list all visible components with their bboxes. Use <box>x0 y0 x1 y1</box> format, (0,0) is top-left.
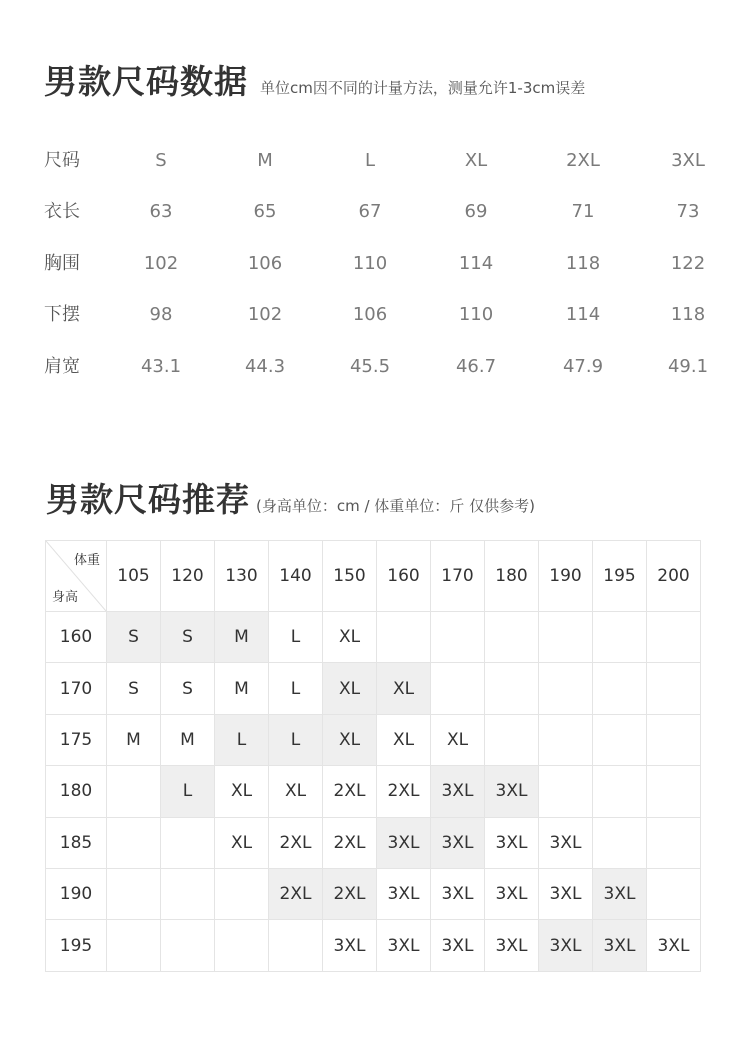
measurement-value: 43.1 <box>140 355 182 377</box>
size-cell <box>161 920 215 971</box>
size-cell <box>215 868 269 919</box>
measurement-value: 49.1 <box>667 355 709 377</box>
size-cell: 3XL <box>539 920 593 971</box>
size-cell: M <box>107 714 161 765</box>
size-cell: S <box>161 612 215 663</box>
size-recommendation-grid <box>45 540 701 972</box>
height-row <box>46 663 701 714</box>
corner-cell <box>46 541 107 612</box>
size-cell: L <box>161 766 215 817</box>
weight-header-cell: 120 <box>161 541 215 612</box>
size-cell <box>647 766 701 817</box>
size-cell <box>107 817 161 868</box>
size-cell: 3XL <box>593 920 647 971</box>
size-cell: 3XL <box>485 766 539 817</box>
weight-header-cell: 140 <box>269 541 323 612</box>
height-row <box>46 612 701 663</box>
height-row <box>46 817 701 868</box>
size-cell: S <box>161 663 215 714</box>
size-cell: 3XL <box>593 868 647 919</box>
size-cell: XL <box>431 714 485 765</box>
measurement-value: 118 <box>565 252 601 274</box>
size-cell <box>539 714 593 765</box>
measurement-label: 胸围 <box>44 252 80 274</box>
size-data-heading <box>44 56 585 103</box>
height-row <box>46 920 701 971</box>
size-cell: M <box>215 612 269 663</box>
size-header-cell: 2XL <box>566 150 600 171</box>
height-header-cell: 195 <box>46 920 107 971</box>
size-cell: 3XL <box>431 766 485 817</box>
measurement-value: 110 <box>458 304 494 326</box>
weight-header-cell: 105 <box>107 541 161 612</box>
size-header-cell: M <box>257 150 273 171</box>
measurement-row <box>0 238 750 289</box>
size-cell: 3XL <box>539 868 593 919</box>
measurement-value: 45.5 <box>349 355 391 377</box>
measurement-row <box>0 289 750 340</box>
size-cell <box>215 920 269 971</box>
size-cell: XL <box>323 663 377 714</box>
height-header-cell: 160 <box>46 612 107 663</box>
measurement-value: 110 <box>352 252 388 274</box>
measurement-value: 63 <box>149 201 173 223</box>
weight-header-row <box>46 541 701 612</box>
size-cell <box>539 766 593 817</box>
size-cell: XL <box>215 766 269 817</box>
size-cell: 3XL <box>431 920 485 971</box>
size-cell <box>593 817 647 868</box>
weight-header-cell: 190 <box>539 541 593 612</box>
weight-header-cell: 130 <box>215 541 269 612</box>
size-cell <box>485 612 539 663</box>
size-cell: 3XL <box>377 817 431 868</box>
size-cell: 2XL <box>269 868 323 919</box>
size-cell: L <box>269 714 323 765</box>
size-data-title: 男款尺码数据 <box>44 62 248 101</box>
size-cell <box>431 663 485 714</box>
size-cell <box>161 817 215 868</box>
measurement-value: 71 <box>571 201 595 223</box>
size-cell: 3XL <box>485 817 539 868</box>
measurement-value: 44.3 <box>244 355 286 377</box>
size-cell: 2XL <box>323 868 377 919</box>
size-cell: 3XL <box>539 817 593 868</box>
measurement-value: 65 <box>253 201 277 223</box>
weight-header-cell: 160 <box>377 541 431 612</box>
size-cell: L <box>269 612 323 663</box>
size-cell: XL <box>215 817 269 868</box>
measurement-value: 114 <box>458 252 494 274</box>
measurement-value: 118 <box>670 304 706 326</box>
size-cell: 3XL <box>485 868 539 919</box>
size-cell <box>269 920 323 971</box>
size-cell: 3XL <box>431 817 485 868</box>
size-cell <box>107 868 161 919</box>
measurement-value: 102 <box>247 304 283 326</box>
size-cell: XL <box>377 714 431 765</box>
weight-header-cell: 180 <box>485 541 539 612</box>
size-cell <box>107 766 161 817</box>
size-cell <box>647 714 701 765</box>
measurement-value: 106 <box>352 304 388 326</box>
size-cell: M <box>215 663 269 714</box>
size-cell <box>647 663 701 714</box>
size-cell: XL <box>323 714 377 765</box>
measurement-value: 114 <box>565 304 601 326</box>
weight-header-cell: 150 <box>323 541 377 612</box>
size-cell: L <box>215 714 269 765</box>
measurement-table <box>0 135 750 392</box>
size-cell <box>593 663 647 714</box>
height-header-cell: 175 <box>46 714 107 765</box>
measurement-value: 106 <box>247 252 283 274</box>
size-cell: 3XL <box>377 920 431 971</box>
size-cell <box>647 612 701 663</box>
size-cell: 2XL <box>377 766 431 817</box>
height-header-cell: 190 <box>46 868 107 919</box>
measurement-header-row <box>0 135 750 186</box>
measurement-value: 73 <box>676 201 700 223</box>
size-cell: XL <box>269 766 323 817</box>
size-cell <box>593 766 647 817</box>
size-cell <box>107 920 161 971</box>
height-header-cell: 180 <box>46 766 107 817</box>
size-header-cell: L <box>364 150 376 171</box>
measurement-label: 下摆 <box>44 304 80 326</box>
size-cell: 3XL <box>431 868 485 919</box>
measurement-value: 69 <box>464 201 488 223</box>
size-cell: M <box>161 714 215 765</box>
size-cell <box>647 817 701 868</box>
measurement-row <box>0 341 750 392</box>
size-cell <box>431 612 485 663</box>
size-data-subtitle: 单位cm因不同的计量方法，测量允许1-3cm误差 <box>260 79 586 97</box>
size-cell: 2XL <box>323 817 377 868</box>
size-recommend-title: 男款尺码推荐 <box>46 480 250 519</box>
height-row <box>46 868 701 919</box>
size-recommend-subtitle: (身高单位：cm / 体重单位：斤 仅供参考) <box>256 497 535 515</box>
measurement-value: 102 <box>143 252 179 274</box>
size-cell: 3XL <box>485 920 539 971</box>
measurement-label: 衣长 <box>44 201 80 223</box>
measurement-value: 98 <box>149 304 173 326</box>
size-header-cell: S <box>155 150 167 171</box>
size-cell <box>647 868 701 919</box>
height-row <box>46 766 701 817</box>
size-cell <box>485 714 539 765</box>
measurement-value: 47.9 <box>562 355 604 377</box>
height-axis-label: 身高 <box>52 590 79 605</box>
weight-header-cell: 170 <box>431 541 485 612</box>
size-cell <box>377 612 431 663</box>
size-cell <box>539 612 593 663</box>
size-header-cell: 3XL <box>671 150 705 171</box>
size-cell: S <box>107 663 161 714</box>
size-cell: XL <box>323 612 377 663</box>
measurement-label: 尺码 <box>44 150 80 171</box>
size-cell <box>539 663 593 714</box>
size-recommend-heading <box>46 474 535 521</box>
size-cell: 3XL <box>647 920 701 971</box>
height-header-cell: 170 <box>46 663 107 714</box>
measurement-label: 肩宽 <box>44 355 80 377</box>
size-cell <box>161 868 215 919</box>
size-cell <box>593 612 647 663</box>
weight-axis-label: 体重 <box>73 553 100 568</box>
weight-header-cell: 195 <box>593 541 647 612</box>
size-cell: XL <box>377 663 431 714</box>
size-cell: 3XL <box>323 920 377 971</box>
size-cell: 3XL <box>377 868 431 919</box>
size-cell: 2XL <box>323 766 377 817</box>
measurement-value: 46.7 <box>455 355 497 377</box>
measurement-value: 67 <box>358 201 382 223</box>
size-cell <box>485 663 539 714</box>
size-cell: S <box>107 612 161 663</box>
size-cell <box>593 714 647 765</box>
height-row <box>46 714 701 765</box>
size-cell: L <box>269 663 323 714</box>
measurement-value: 122 <box>670 252 706 274</box>
size-cell: 2XL <box>269 817 323 868</box>
weight-header-cell: 200 <box>647 541 701 612</box>
measurement-row <box>0 186 750 237</box>
height-header-cell: 185 <box>46 817 107 868</box>
size-header-cell: XL <box>464 150 488 171</box>
